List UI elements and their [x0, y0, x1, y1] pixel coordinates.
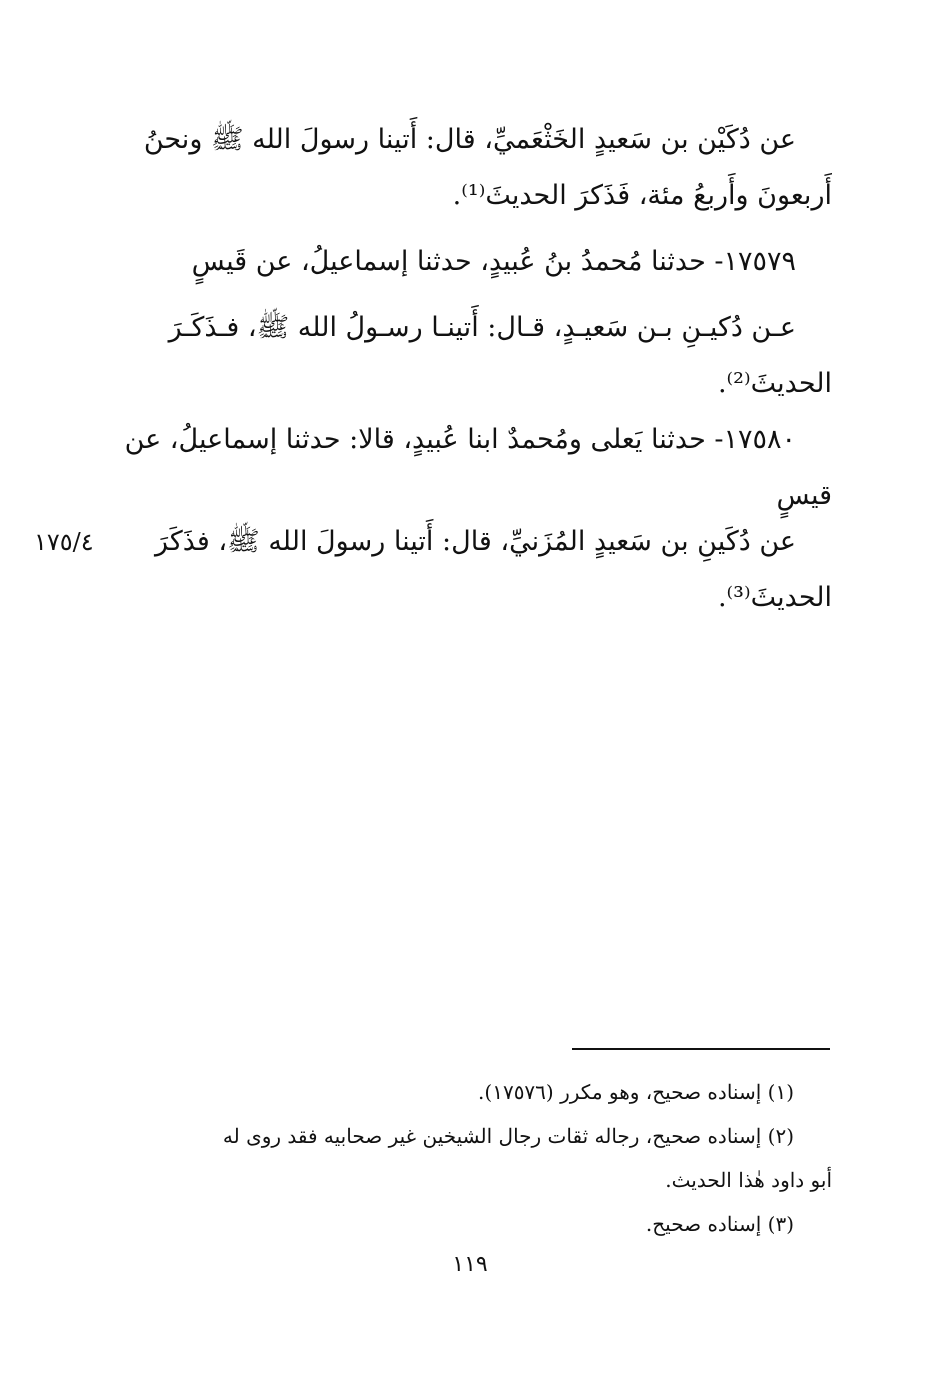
text-line: ١٧٥٨٠- حدثنا يَعلى ومُحمدٌ ابنا عُبيدٍ، قالا: حدثنا إسماعيلُ، عن — [124, 424, 796, 455]
hadith-17579-matn — [120, 300, 832, 412]
text-line: ١٧٥٧٩- حدثنا مُحمدُ بنُ عُبيدٍ، حدثنا إسماعيلُ، عن قَيسٍ — [191, 246, 796, 277]
hadith-17580-matn — [120, 514, 832, 626]
paragraph-dukayn-khathami — [120, 112, 832, 224]
hadith-17580-isnad — [120, 412, 832, 524]
text-line: الحديثَ⁽³⁾. — [717, 582, 832, 613]
footnote-3: (٣) إسناده صحيح. — [645, 1212, 794, 1236]
footnote-1: (١) إسناده صحيح، وهو مكرر (١٧٥٧٦). — [478, 1080, 794, 1104]
text-line: الحديثَ⁽²⁾. — [717, 368, 832, 399]
text-line: عـن دُكيـنِ بـن سَعيـدٍ، قـال: أَتينـا رسـولُ الله ﷺ، فـذَكَـرَ — [168, 312, 796, 343]
text-line: قيسٍ — [776, 480, 832, 511]
text-line: أَربعونَ وأَربعُ مئة، فَذَكرَ الحديثَ⁽¹⁾. — [452, 180, 832, 211]
footnote-separator — [572, 1048, 830, 1050]
footnote-2-continuation: أبو داود هٰذا الحديث. — [665, 1168, 832, 1192]
page-number: ١١٩ — [452, 1252, 488, 1277]
footnote-2: (٢) إسناده صحيح، رجاله ثقات رجال الشيخين غير صحابيه فقد روى له — [222, 1124, 794, 1148]
hadith-17579-isnad — [120, 234, 832, 290]
text-line: عن دُكَينِ بن سَعيدٍ المُزَنيِّ، قال: أَتينا رسولَ الله ﷺ، فذَكَرَ — [155, 526, 796, 557]
margin-volume-page-reference: ١٧٥/٤ — [34, 528, 94, 556]
footnotes — [120, 1070, 832, 1246]
text-line: عن دُكَيْن بن سَعيدٍ الخَثْعَميِّ، قال: أَتينا رسولَ الله ﷺ ونحنُ — [143, 124, 796, 155]
